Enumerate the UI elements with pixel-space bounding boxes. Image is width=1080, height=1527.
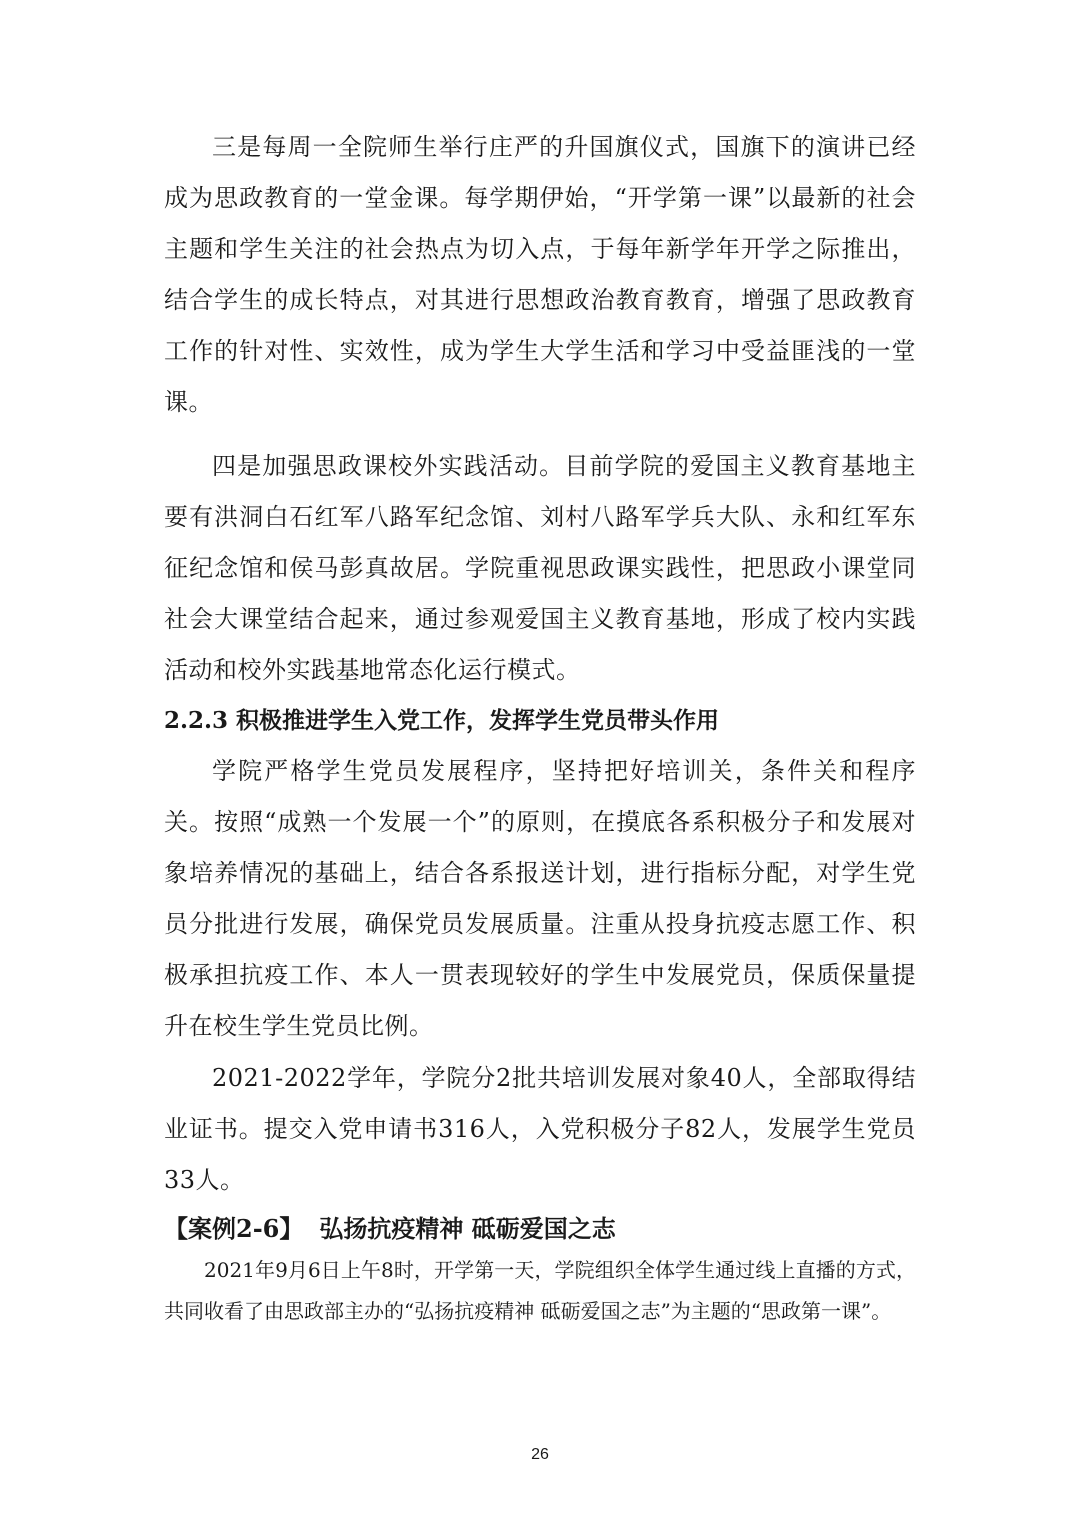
paragraph-practice-activities: 四是加强思政课校外实践活动。目前学院的爱国主义教育基地主要有洪洞白石红军八路军纪念馆、刘村八路军学兵大队、永和红军东征纪念馆和侯马彭真故居。学院重视思政课实践性，把思政小课堂同社会大课堂结合起来，通过参观爱国主义教育基地，形成了校内实践活动和校外实践基地常态化运行模式。 [164,452,916,684]
case-title: 弘扬抗疫精神 砥砺爱国之志 [319,1214,616,1243]
case-heading [164,1212,916,1246]
section-heading-2-2-3: 2.2.3 积极推进学生入党工作，发挥学生党员带头作用 [164,707,720,734]
case-label: 【案例2-6】 [164,1214,304,1243]
paragraph-flag-ceremony: 三是每周一全院师生举行庄严的升国旗仪式，国旗下的演讲已经成为思政教育的一堂金课。每学期伊始，“开学第一课”以最新的社会主题和学生关注的社会热点为切入点，于每年新学年开学之际推出，结合学生的成长特点，对其进行思想政治教育教育，增强了思政教育工作的针对性、实效性，成为学生大学生活和学习中受益匪浅的一堂课。 [164,133,916,416]
case-paragraph: 2021年9月6日上午8时，开学第一天，学院组织全体学生通过线上直播的方式，共同收看了由思政部主办的“弘扬抗疫精神 砥砺爱国之志”为主题的“思政第一课”。 [164,1258,916,1323]
paragraph-party-development: 学院严格学生党员发展程序，坚持把好培训关，条件关和程序关。按照“成熟一个发展一个”的原则，在摸底各系积极分子和发展对象培养情况的基础上，结合各系报送计划，进行指标分配，对学生党员分批进行发展，确保党员发展质量。注重从投身抗疫志愿工作、积极承担抗疫工作、本人一贯表现较好的学生中发展党员，保质保量提升在校生学生党员比例。 [164,757,916,1040]
page-number: 26 [531,1446,549,1463]
paragraph-party-statistics: 2021-2022学年，学院分2批共培训发展对象40人，全部取得结业证书。提交入党申请书316人，入党积极分子82人，发展学生党员33人。 [164,1064,916,1194]
